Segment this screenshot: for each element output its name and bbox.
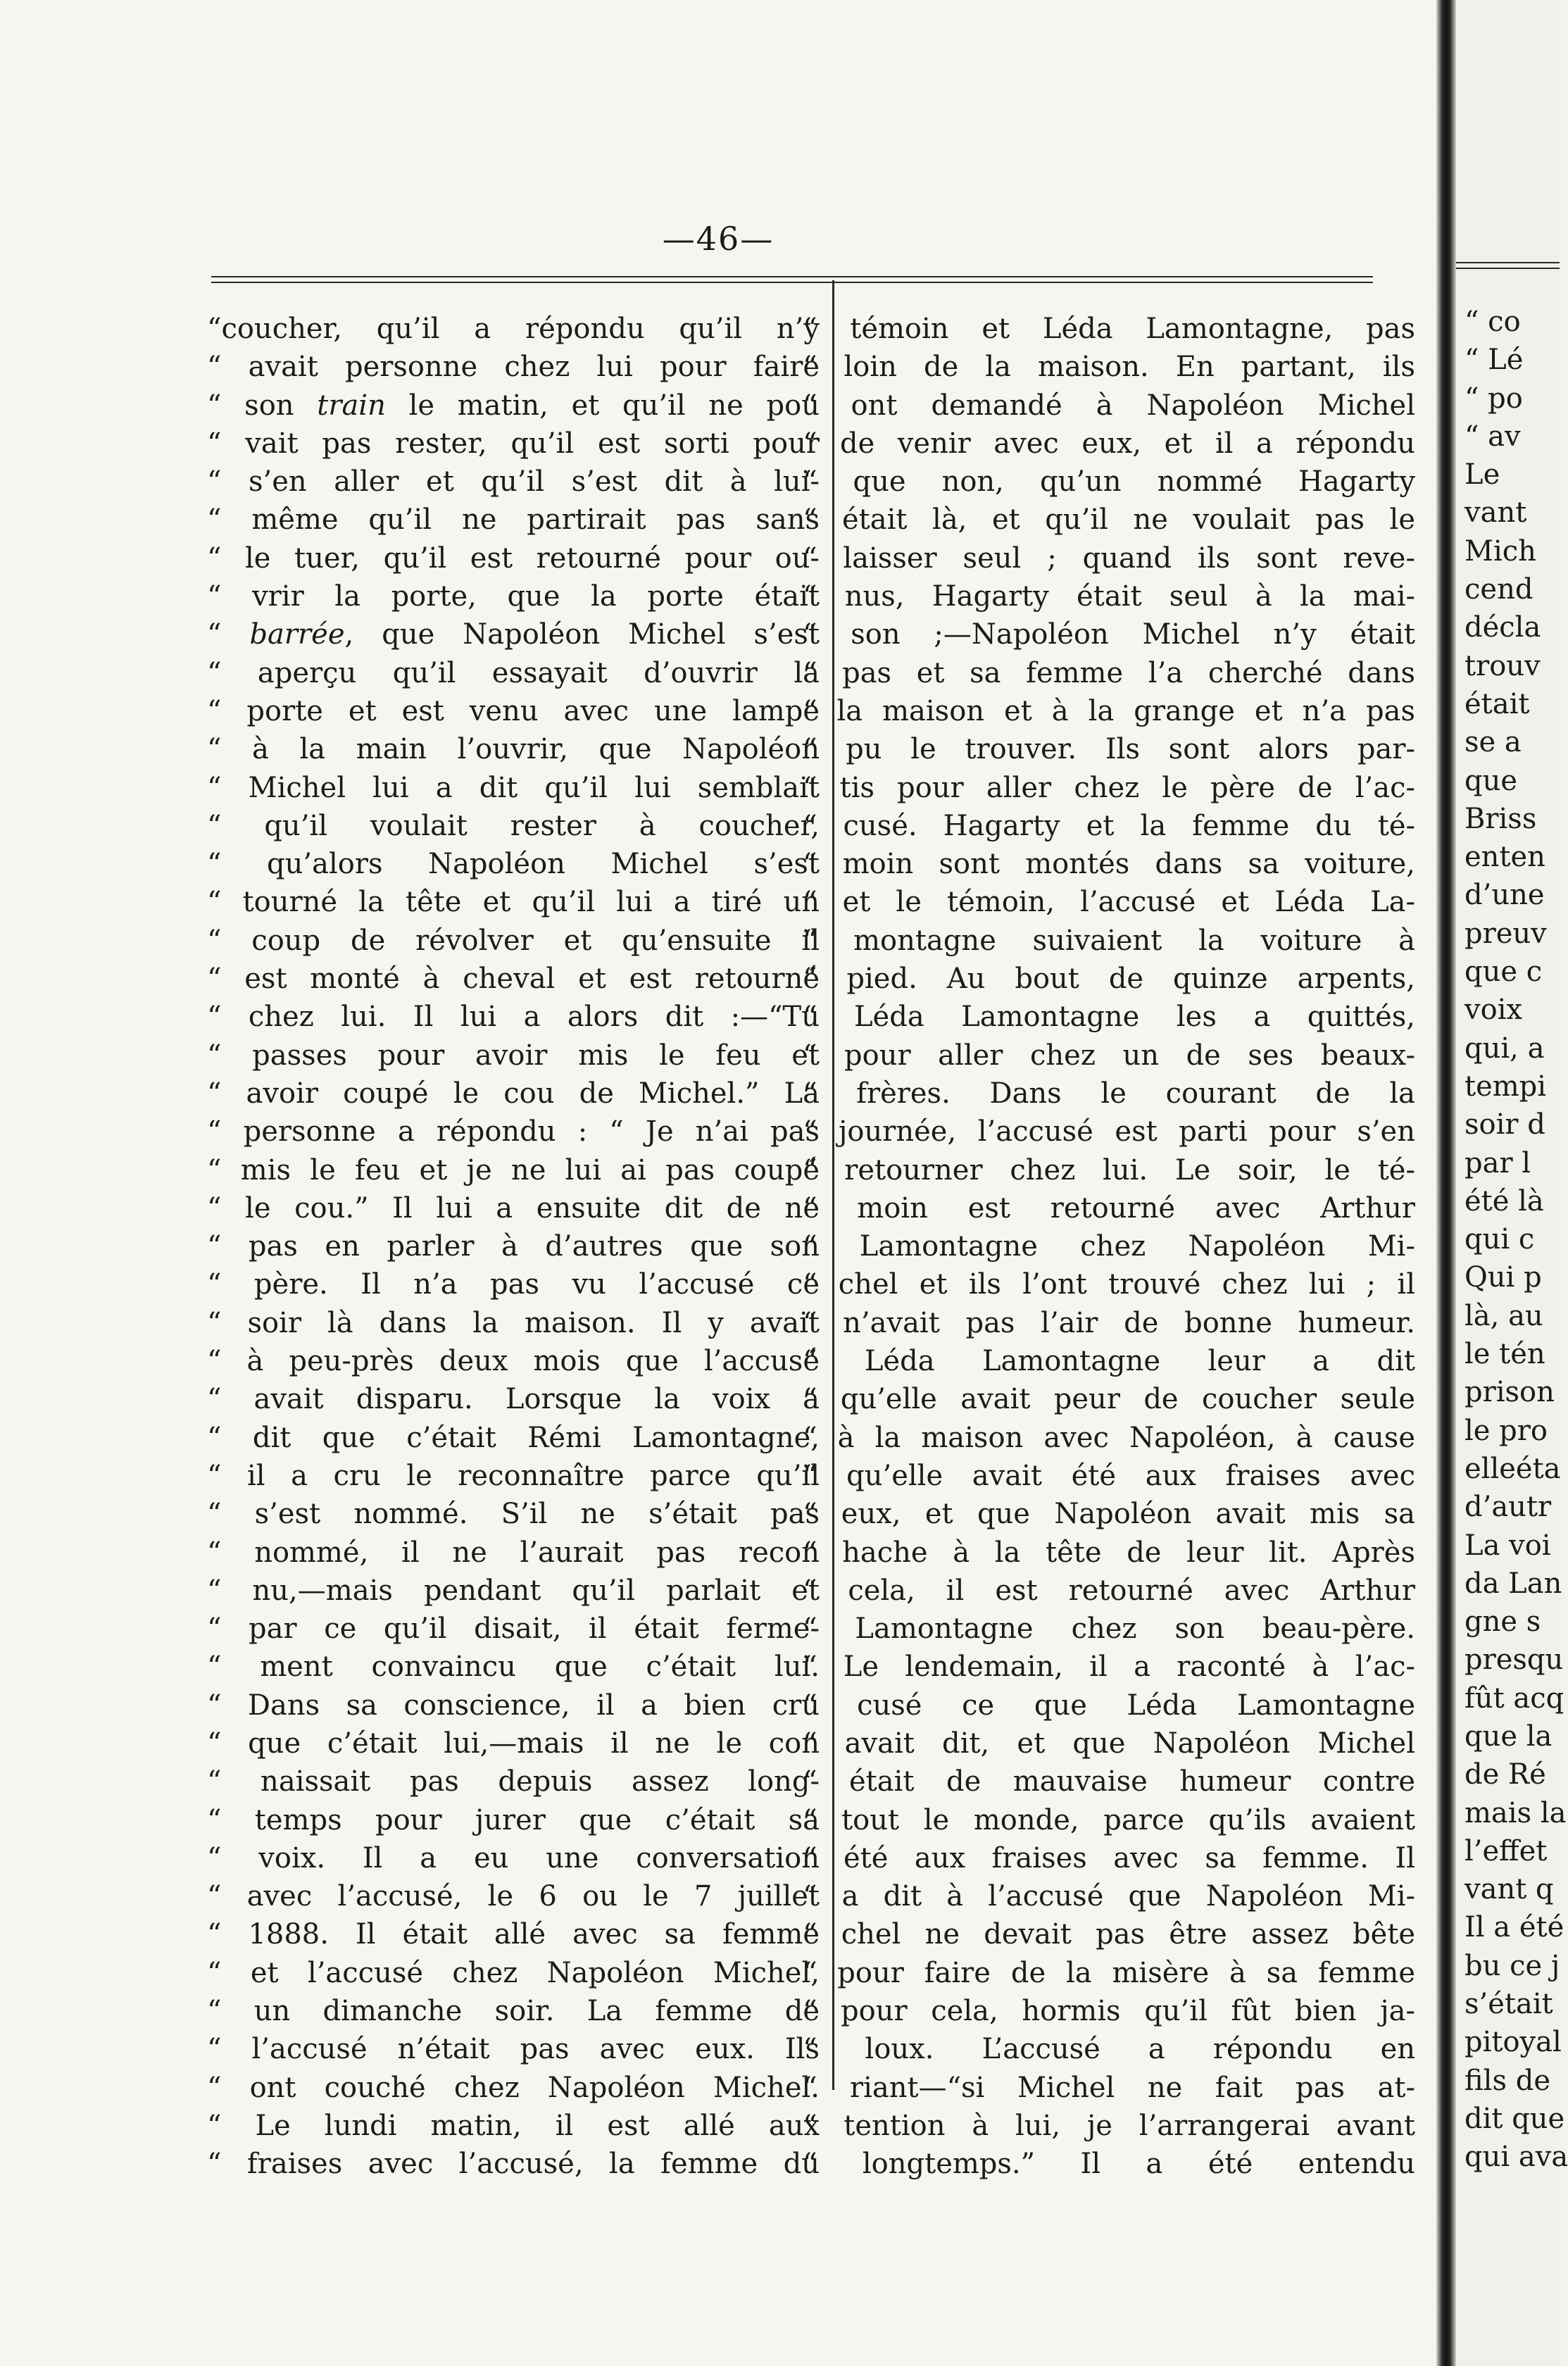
text-line: “ par ce qu’il disait, il était ferme- (207, 1613, 820, 1646)
partial-text-line: fût acq (1464, 1682, 1564, 1715)
text-line: “ ont couché chez Napoléon Michel. (207, 2071, 820, 2104)
partial-text-line: par l (1464, 1146, 1531, 1179)
partial-text-line: Mich (1464, 534, 1536, 568)
text-line: “ Léda Lamontagne leur a dit (803, 1345, 1415, 1378)
text-line: “ fraises avec l’accusé, la femme du (207, 2148, 820, 2181)
partial-text-line: preuv (1464, 917, 1547, 950)
partial-text-line: vant q (1464, 1873, 1554, 1906)
text-line: “ Lamontagne chez Napoléon Mi- (803, 1230, 1415, 1263)
text-line: “ nu,—mais pendant qu’il parlait et (207, 1574, 820, 1607)
partial-text-line: été là (1464, 1184, 1544, 1218)
text-line: “ vrir la porte, que la porte était (207, 580, 820, 613)
text-line: “ ont demandé à Napoléon Michel (803, 389, 1415, 422)
text-line: “ barrée, que Napoléon Michel s’est (207, 618, 820, 651)
text-line: “ Dans sa conscience, il a bien cru (207, 1689, 820, 1722)
text-line: “ personne a répondu : “ Je n’ai pas (207, 1115, 820, 1148)
text-line: “ retourner chez lui. Le soir, le té- (803, 1153, 1415, 1187)
partial-text-line: “ av (1464, 420, 1521, 453)
text-line: “ pu le trouver. Ils sont alors par- (803, 733, 1415, 766)
text-line: “ qu’elle avait peur de coucher seule (803, 1383, 1415, 1416)
text-line: “ à peu-près deux mois que l’accusé (207, 1345, 820, 1378)
partial-text-line: “ Lé (1464, 344, 1524, 377)
text-line: “ son ;—Napoléon Michel n’y était (803, 618, 1415, 651)
text-line: “ voix. Il a eu une conversation (207, 1841, 820, 1874)
text-line: “ tis pour aller chez le père de l’ac- (803, 771, 1415, 804)
text-line: “ Le lendemain, il a raconté à l’ac- (803, 1651, 1415, 1684)
text-line: “ la maison et à la grange et n’a pas (803, 694, 1415, 727)
text-line: “ vait pas rester, qu’il est sorti pour (207, 427, 820, 460)
text-line: “ temps pour jurer que c’était sa (207, 1803, 820, 1836)
partial-text-line: le pro (1464, 1414, 1548, 1447)
partial-text-line: Il a été (1464, 1911, 1564, 1944)
partial-text-line: elleéta (1464, 1452, 1561, 1485)
text-line: “ cusé. Hagarty et la femme du té- (803, 809, 1415, 842)
partial-text-line: qui, a (1464, 1032, 1545, 1065)
text-line: “ pas en parler à d’autres que son (207, 1230, 820, 1263)
text-line: “ passes pour avoir mis le feu et (207, 1039, 820, 1072)
partial-text-line: qui ava (1464, 2141, 1568, 2174)
text-line: “ chel et ils l’ont trouvé chez lui ; il (803, 1268, 1415, 1301)
partial-text-line: d’autr (1464, 1491, 1552, 1524)
text-line: “ n’avait pas l’air de bonne humeur. (803, 1306, 1415, 1339)
partial-text-line: bu ce j (1464, 1949, 1560, 1982)
text-line: “ était là, et qu’il ne voulait pas le (803, 503, 1415, 537)
partial-text-line: prison (1464, 1376, 1555, 1409)
text-line: “ laisser seul ; quand ils sont reve- (803, 542, 1415, 575)
text-line: “ soir là dans la maison. Il y avait (207, 1306, 820, 1339)
text-line: “ 1888. Il était allé avec sa femme (207, 1918, 820, 1951)
text-line: “ le tuer, qu’il est retourné pour ou- (207, 542, 820, 575)
text-line: “ chel ne devait pas être assez bête (803, 1918, 1415, 1951)
partial-text-line: se a (1464, 726, 1522, 759)
partial-text-line: d’une (1464, 879, 1545, 912)
text-line: “ journée, l’accusé est parti pour s’en (803, 1115, 1415, 1148)
text-line: “ Michel lui a dit qu’il lui semblait (207, 771, 820, 804)
text-line: “ Léda Lamontagne les a quittés, (803, 1001, 1415, 1034)
text-line: “ est monté à cheval et est retourné (207, 963, 820, 996)
text-line: “ moin est retourné avec Arthur (803, 1191, 1415, 1225)
text-line: “ de venir avec eux, et il a répondu (803, 427, 1415, 460)
text-line: “ père. Il n’a pas vu l’accusé ce (207, 1268, 820, 1301)
text-line: “ avoir coupé le cou de Michel.” La (207, 1077, 820, 1110)
partial-text-line: s’était (1464, 1988, 1553, 2021)
text-line: “ Lamontagne chez son beau-père. (803, 1613, 1415, 1646)
partial-text-line: que la (1464, 1720, 1553, 1753)
partial-text-line: La voi (1464, 1529, 1551, 1562)
text-line: “ avait disparu. Lorsque la voix a (207, 1383, 820, 1416)
partial-text-line: mais la (1464, 1796, 1567, 1829)
partial-text-line: pitoyal (1464, 2026, 1562, 2059)
text-line: “ loux. L’accusé a répondu en (803, 2033, 1415, 2066)
text-line: “ montagne suivaient la voiture à (803, 924, 1415, 957)
partial-text-line: était (1464, 687, 1530, 720)
text-line: “ s’en aller et qu’il s’est dit à lui- (207, 465, 820, 499)
partial-text-line: vant (1464, 496, 1527, 530)
text-line: “ nommé, il ne l’aurait pas recon (207, 1536, 820, 1569)
text-line: “ pour faire de la misère à sa femme (803, 1956, 1415, 1989)
text-line: “ son train le matin, et qu’il ne pou (207, 389, 820, 422)
text-line: “ avec l’accusé, le 6 ou le 7 juillet (207, 1880, 820, 1913)
text-line: “ et l’accusé chez Napoléon Michel, (207, 1956, 820, 1989)
partial-text-line: presqu (1464, 1644, 1564, 1677)
text-line: “ à la maison avec Napoléon, à cause (803, 1421, 1415, 1454)
next-page-rule (1456, 262, 1560, 269)
partial-text-line: enten (1464, 841, 1545, 874)
partial-text-line: trouv (1464, 649, 1541, 682)
text-line: “ été aux fraises avec sa femme. Il (803, 1841, 1415, 1874)
text-line: “ chez lui. Il lui a alors dit :—“Tu (207, 1001, 820, 1034)
text-line: “ riant—“si Michel ne fait pas at- (803, 2071, 1415, 2104)
text-line: “ porte et est venu avec une lampe (207, 694, 820, 727)
partial-text-line: décla (1464, 611, 1541, 644)
partial-text-line: Briss (1464, 802, 1537, 835)
text-line: “ loin de la maison. En partant, ils (803, 351, 1415, 384)
header-rule (211, 276, 1373, 283)
text-line: “ hache à la tête de leur lit. Après (803, 1536, 1415, 1569)
text-line: “ naissait pas depuis assez long- (207, 1765, 820, 1798)
text-line: “ avait personne chez lui pour faire (207, 351, 820, 384)
text-line: “ le cou.” Il lui a ensuite dit de ne (207, 1191, 820, 1225)
text-line: “ témoin et Léda Lamontagne, pas (803, 313, 1415, 345)
text-line: “ que c’était lui,—mais il ne le con (207, 1727, 820, 1760)
page-number: —46— (662, 220, 774, 258)
text-line: “ Le lundi matin, il est allé aux (207, 2109, 820, 2142)
partial-text-line: soir d (1464, 1108, 1545, 1141)
partial-text-line: gne s (1464, 1606, 1541, 1639)
text-line: “ tourné la tête et qu’il lui a tiré un (207, 886, 820, 919)
partial-text-line: Le (1464, 458, 1500, 492)
book-gutter (1436, 0, 1456, 2366)
text-line: “ tention à lui, je l’arrangerai avant (803, 2109, 1415, 2142)
text-line: “ s’est nommé. S’il ne s’était pas (207, 1498, 820, 1531)
right-text-column (803, 310, 1415, 2181)
partial-text-line: cend (1464, 573, 1533, 606)
partial-text-line: voix (1464, 994, 1523, 1027)
partial-text-line: tempi (1464, 1070, 1547, 1103)
text-line: “coucher, qu’il a répondu qu’il n’y (207, 313, 820, 345)
text-line: “ dit que c’était Rémi Lamontagne, (207, 1421, 820, 1454)
text-line: “ même qu’il ne partirait pas sans (207, 503, 820, 537)
text-line: “ il a cru le reconnaître parce qu’il (207, 1459, 820, 1492)
text-line: “ tout le monde, parce qu’ils avaient (803, 1803, 1415, 1836)
text-line: “ pour aller chez un de ses beaux- (803, 1039, 1415, 1072)
text-line: “ moin sont montés dans sa voiture, (803, 848, 1415, 881)
partial-text-line: le tén (1464, 1338, 1545, 1371)
partial-text-line: “ po (1464, 382, 1523, 415)
text-line: “ était de mauvaise humeur contre (803, 1765, 1415, 1798)
text-line: “ à la main l’ouvrir, que Napoléon (207, 733, 820, 766)
text-line: “ cela, il est retourné avec Arthur (803, 1574, 1415, 1607)
text-line: “ longtemps.” Il a été entendu (803, 2148, 1415, 2181)
text-line: “ mis le feu et je ne lui ai pas coupé (207, 1153, 820, 1187)
text-line: “ frères. Dans le courant de la (803, 1077, 1415, 1110)
partial-text-line: Qui p (1464, 1261, 1542, 1294)
text-line: “ pas et sa femme l’a cherché dans (803, 656, 1415, 689)
partial-text-line: que c (1464, 956, 1543, 989)
text-line: “ a dit à l’accusé que Napoléon Mi- (803, 1880, 1415, 1913)
text-line: “ aperçu qu’il essayait d’ouvrir la (207, 656, 820, 689)
partial-text-line: que (1464, 764, 1518, 797)
text-line: “ pour cela, hormis qu’il fût bien ja- (803, 1995, 1415, 2028)
text-line: “ ment convaincu que c’était lui. (207, 1651, 820, 1684)
text-line: “ pied. Au bout de quinze arpents, (803, 963, 1415, 996)
text-line: “ cusé ce que Léda Lamontagne (803, 1689, 1415, 1722)
text-line: “ eux, et que Napoléon avait mis sa (803, 1498, 1415, 1531)
partial-text-line: qui c (1464, 1223, 1535, 1256)
partial-text-line: dit que (1464, 2102, 1565, 2135)
partial-text-line: fils de (1464, 2064, 1550, 2097)
next-page-edge (1456, 0, 1568, 2366)
text-line: “ nus, Hagarty était seul à la mai- (803, 580, 1415, 613)
partial-text-line: “ co (1464, 306, 1521, 338)
partial-text-line: da Lan (1464, 1567, 1562, 1600)
next-page-text-fragment (1456, 303, 1568, 2177)
text-line: “ qu’il voulait rester à coucher, (207, 809, 820, 842)
text-line: “ l’accusé n’était pas avec eux. Ils (207, 2033, 820, 2066)
text-line: “ avait dit, et que Napoléon Michel (803, 1727, 1415, 1760)
text-line: “ coup de révolver et qu’ensuite il (207, 924, 820, 957)
left-text-column (207, 310, 820, 2181)
partial-text-line: là, au (1464, 1299, 1543, 1332)
text-line: “ un dimanche soir. La femme de (207, 1995, 820, 2028)
text-line: “ et le témoin, l’accusé et Léda La- (803, 886, 1415, 919)
text-line: “ qu’alors Napoléon Michel s’est (207, 848, 820, 881)
partial-text-line: l’effet (1464, 1834, 1548, 1867)
partial-text-line: de Ré (1464, 1758, 1546, 1791)
text-line: “ que non, qu’un nommé Hagarty (803, 465, 1415, 499)
text-line: “ qu’elle avait été aux fraises avec (803, 1459, 1415, 1492)
